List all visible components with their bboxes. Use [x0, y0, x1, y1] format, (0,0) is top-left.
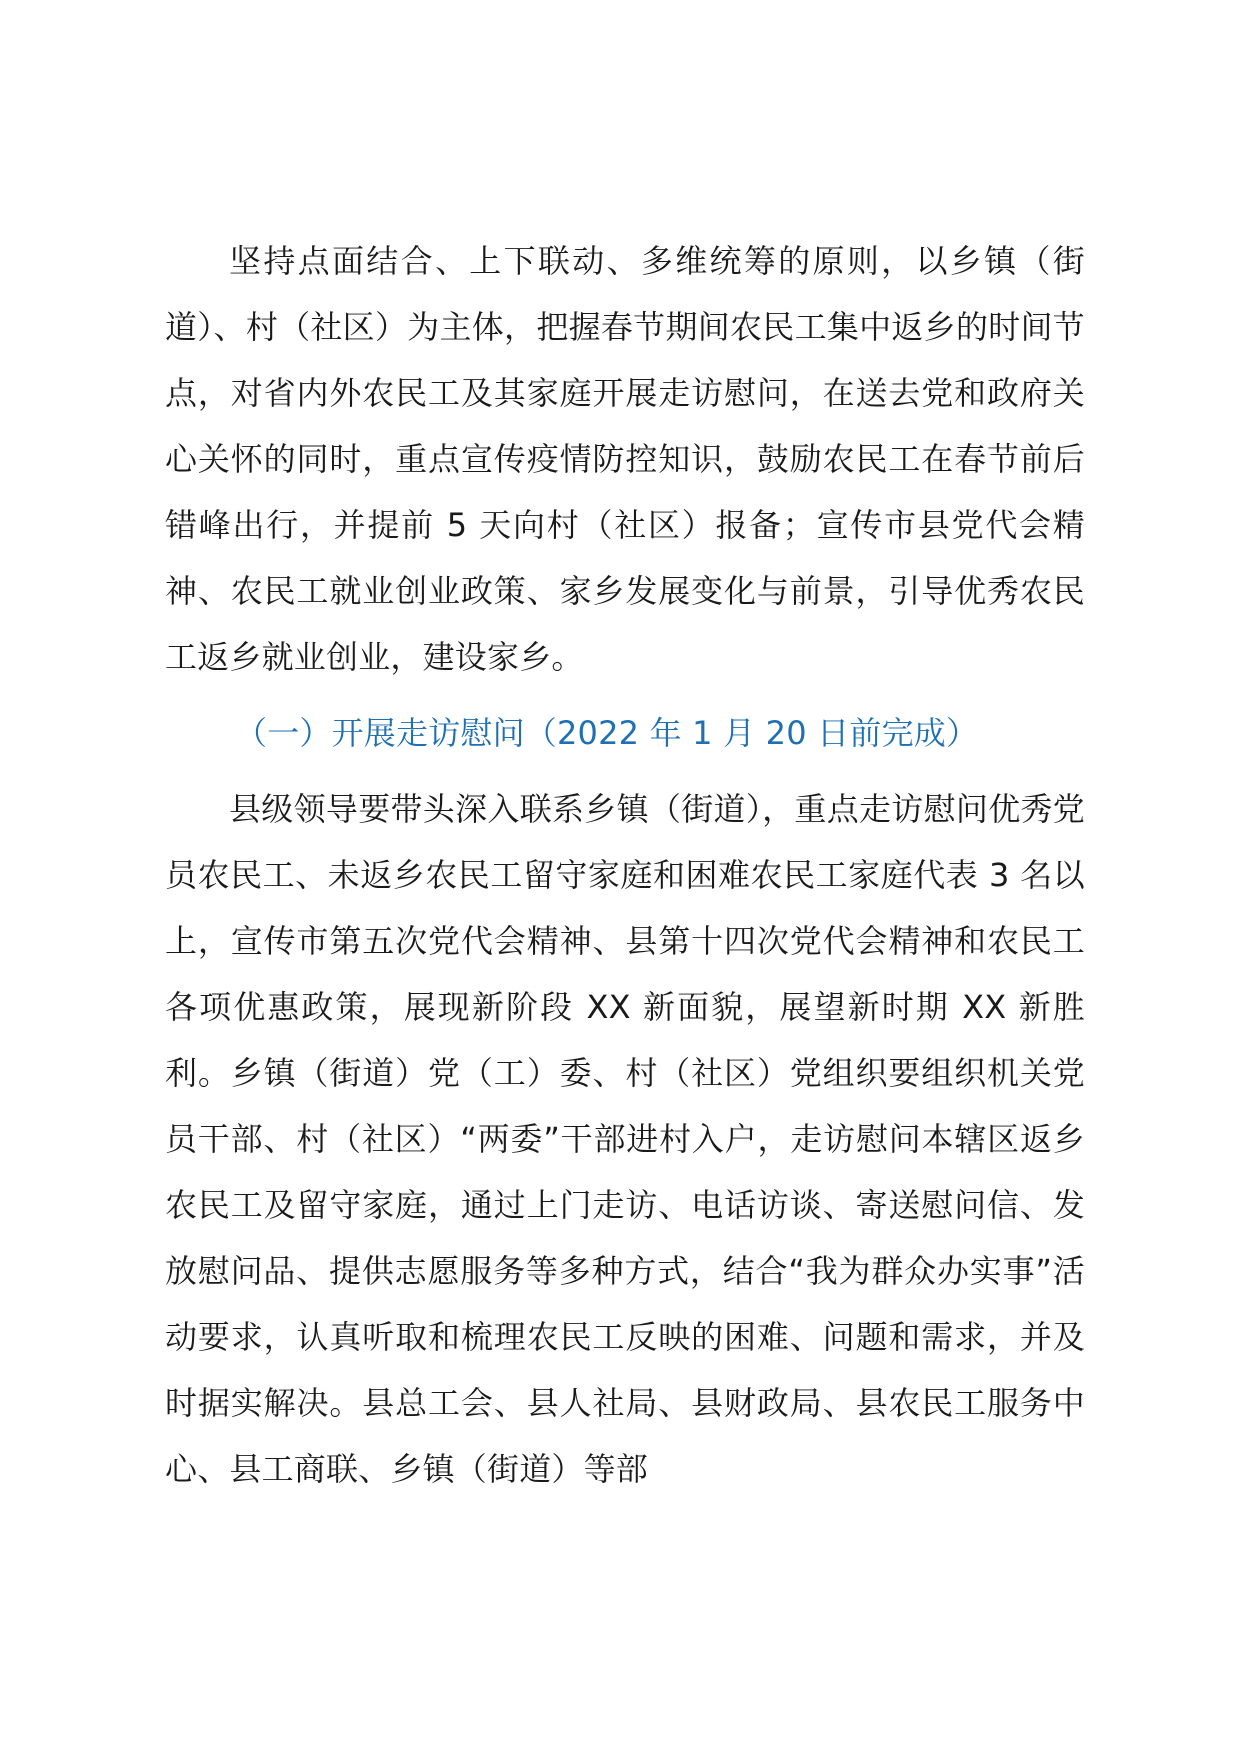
document-body [165, 228, 1085, 1502]
paragraph-2: 县级领导要带头深入联系乡镇（街道），重点走访慰问优秀党员农民工、未返乡农民工留守家庭和困难农民工家庭代表 3 名以上，宣传市第五次党代会精神、县第十四次党代会精神和农民工各项优惠政策，展现新阶段 XX 新面貌，展望新时期 XX 新胜利。乡镇（街道）党（工）委、村（社区）党组织要组织机关党员干部、村（社区）“两委”干部进村入户，走访慰问本辖区返乡农民工及留守家庭，通过上门走访、电话访谈、寄送慰问信、发放慰问品、提供志愿服务等多种方式，结合“我为群众办实事”活动要求，认真听取和梳理农民工反映的困难、问题和需求，并及时据实解决。县总工会、县人社局、县财政局、县农民工服务中心、县工商联、乡镇（街道）等部 [165, 790, 1085, 1488]
paragraph-1: 坚持点面结合、上下联动、多维统筹的原则，以乡镇（街道）、村（社区）为主体，把握春节期间农民工集中返乡的时间节点，对省内外农民工及其家庭开展走访慰问，在送去党和政府关心关怀的同时，重点宣传疫情防控知识，鼓励农民工在春节前后错峰出行，并提前 5 天向村（社区）报备；宣传市县党代会精神、农民工就业创业政策、家乡发展变化与前景，引导优秀农民工返乡就业创业，建设家乡。 [165, 242, 1085, 676]
section-heading-1: （一）开展走访慰问（2022 年 1 月 20 日前完成） [235, 714, 979, 752]
